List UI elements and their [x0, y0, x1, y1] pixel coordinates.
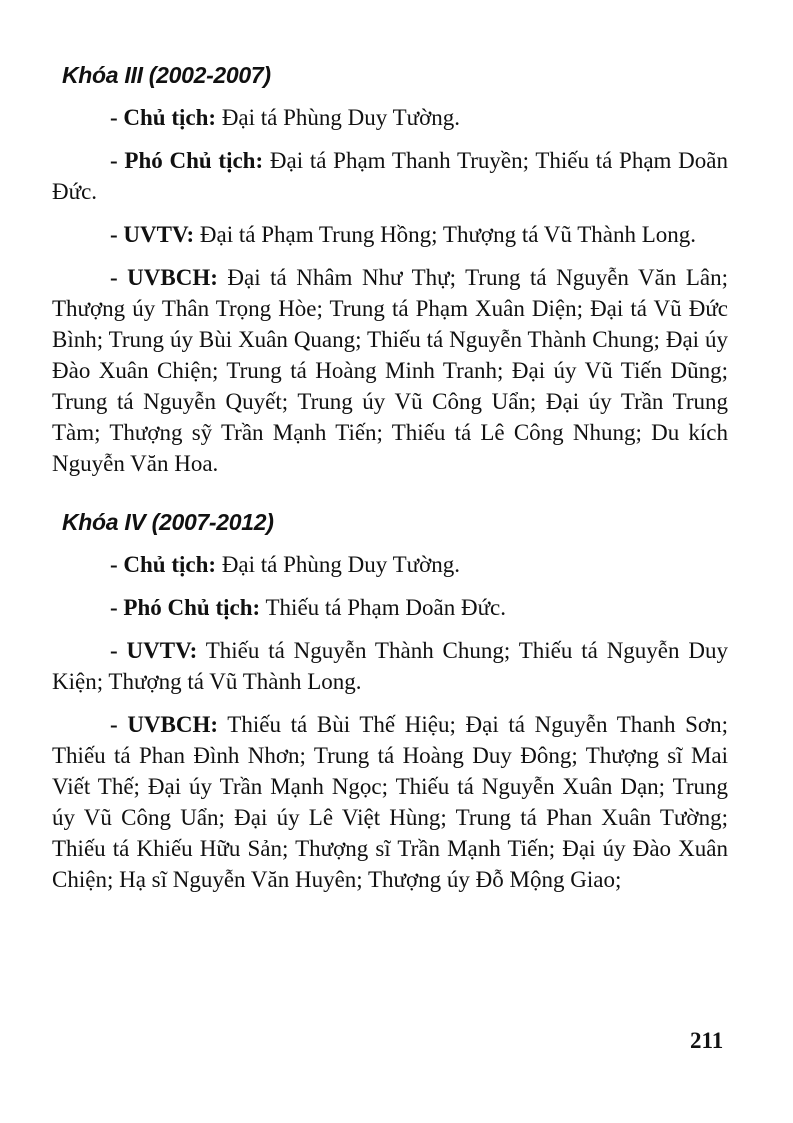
- entry-uvtv: [52, 219, 728, 250]
- page-number: 211: [690, 1028, 724, 1053]
- entry-text: Thiếu tá Bùi Thế Hiệu; Đại tá Nguyễn Thanh Sơn; Thiếu tá Phan Đình Nhơn; Trung tá Hoàng Duy Đông; Thượng sĩ Mai Viết Thế; Đại úy Trần Mạnh Ngọc; Thiếu tá Nguyễn Xuân Dạn; Trung úy Vũ Công Uẩn; Đại úy Lê Việt Hùng; Trung tá Phan Xuân Tường; Thiếu tá Khiếu Hữu Sản; Thượng sĩ Trần Mạnh Tiến; Đại úy Đào Xuân Chiện; Hạ sĩ Nguyễn Văn Huyên; Thượng úy Đỗ Mộng Giao;: [52, 712, 728, 892]
- entry-role: - UVTV:: [110, 222, 195, 247]
- entry-role: - Chủ tịch:: [110, 552, 217, 577]
- entry-text: Đại tá Phùng Duy Tường.: [221, 552, 461, 577]
- section-khoa-iv: [52, 505, 728, 895]
- entry-text: Thiếu tá Nguyễn Thành Chung; Thiếu tá Nguyễn Duy Kiện; Thượng tá Vũ Thành Long.: [52, 638, 728, 694]
- entry-role: - UVBCH:: [110, 265, 218, 290]
- entry-chu-tich: [52, 102, 728, 133]
- document-page: [52, 58, 728, 907]
- section-heading: Khóa IV (2007-2012): [62, 509, 274, 535]
- entry-role: - Phó Chủ tịch:: [110, 595, 261, 620]
- section-khoa-iii: [52, 58, 728, 479]
- entry-role: - UVTV:: [110, 638, 198, 663]
- entry-text: Đại tá Nhâm Như Thự; Trung tá Nguyễn Văn Lân; Thượng úy Thân Trọng Hòe; Trung tá Phạm Xuân Diện; Đại tá Vũ Đức Bình; Trung úy Bùi Xuân Quang; Thiếu tá Nguyễn Thành Chung; Đại úy Đào Xuân Chiện; Trung tá Hoàng Minh Tranh; Đại úy Vũ Tiến Dũng; Trung tá Nguyễn Quyết; Trung úy Vũ Công Uẩn; Đại úy Trần Trung Tàm; Thượng sỹ Trần Mạnh Tiến; Thiếu tá Lê Công Nhung; Du kích Nguyễn Văn Hoa.: [52, 265, 728, 476]
- entry-pho-chu-tich: [52, 145, 728, 207]
- entry-role: - Phó Chủ tịch:: [110, 148, 264, 173]
- entry-text: Thiếu tá Phạm Doãn Đức.: [265, 595, 506, 620]
- entry-role: - Chủ tịch:: [110, 105, 217, 130]
- entry-role: - UVBCH:: [110, 712, 219, 737]
- entry-uvtv: [52, 635, 728, 697]
- entry-chu-tich: [52, 549, 728, 580]
- entry-pho-chu-tich: [52, 592, 728, 623]
- entry-uvbch: [52, 262, 728, 479]
- entry-text: Đại tá Phùng Duy Tường.: [221, 105, 461, 130]
- section-heading: Khóa III (2002-2007): [62, 62, 271, 88]
- entry-text: Đại tá Phạm Trung Hồng; Thượng tá Vũ Thành Long.: [199, 222, 697, 247]
- entry-uvbch: [52, 709, 728, 895]
- entry-text: Đại tá Phạm Thanh Truyền; Thiếu tá Phạm Doãn Đức.: [52, 148, 729, 204]
